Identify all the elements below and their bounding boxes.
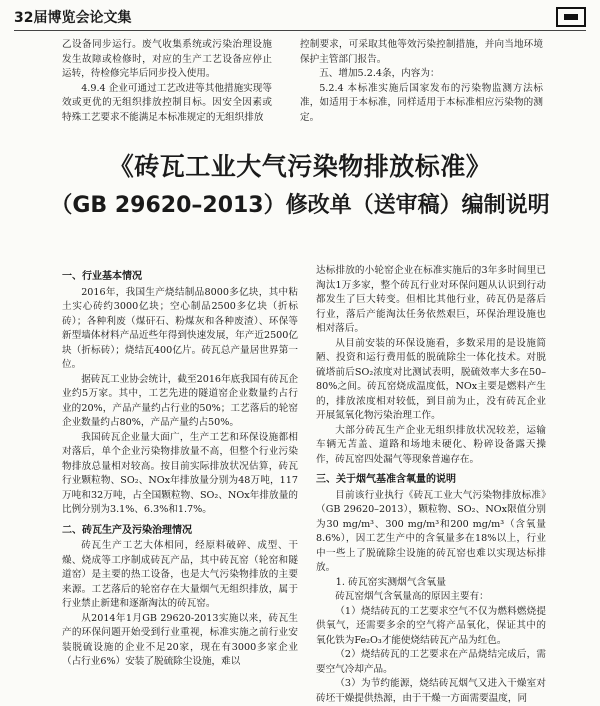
paragraph: 乙设备同步运行。废气收集系统或污染治理设施发生故障或检修时，对应的生产工艺设备应停止运转，待检修完毕后同步投入使用。	[62, 39, 272, 79]
paragraph: 从2014年1月GB 29620-2013实施以来，砖瓦生产的环保问题开始受到行业重视，标准实施之前行业安装脱硫设施的企业不足20家，现在有3000多家企业（占行业6%）安装了脱硫除尘设施，难以	[62, 612, 298, 667]
paragraph: （2）烧结砖瓦的工艺要求在产品烧结完成后，需要空气冷却产品。	[316, 649, 546, 675]
paragraph: 达标排放的小轮窑企业在标准实施后的3年多时间里已淘汰1万多家，整个砖瓦行业对环保问题从认识到行动都发生了巨大转变。但相比其他行业，砖瓦仍是落后行业，落后产能淘汰任务依然艰巨，环保治理设施也相对落后。	[316, 265, 546, 334]
title-line-1: 《砖瓦工业大气污染物排放标准》	[108, 152, 492, 181]
left-body-column	[62, 264, 298, 670]
paragraph: 砖瓦生产工艺大体相同，经原料破碎、成型、干燥、烧成等工序制成砖瓦产品，其中砖瓦窑（轮窑和隧道窑）是主要的热工设备，也是大气污染物排放的主要来源。工艺落后的轮窑存在大量烟气无组织排放，属于行业禁止新建和逐渐淘汰的砖瓦窑。	[62, 540, 298, 609]
top-left-column	[62, 38, 272, 125]
title-suffix: 修改单（送审稿）编制说明	[285, 192, 550, 218]
top-right-column	[300, 38, 543, 125]
paragraph: 5.2.4 本标准实施后国家发布的污染物监测方法标准，如适用于本标准，同样适用于本标准相应污染物的测定。	[300, 82, 543, 123]
paragraph: 4.9.4 企业可通过工艺改进等其他措施实现等效或更优的无组织排放控制目标。因安全因素或特殊工艺要求不能满足本标准规定的无组织排放	[62, 82, 272, 123]
section-heading: 二、砖瓦生产及污染治理情况	[62, 524, 192, 536]
paragraph: （1）烧结砖瓦的工艺要求空气不仅为燃料燃烧提供氧气，还需要多余的空气将产品氧化，保证其中的氧化铁为Fe₂O₃才能使烧结砖瓦产品为红色。	[316, 605, 546, 646]
article-title	[14, 150, 586, 223]
standard-code: （GB 29620–2013）	[50, 193, 286, 218]
paragraph: 大部分砖瓦生产企业无组织排放状况较差，运输车辆无苫盖、道路和场地未硬化、粉碎设备露天操作，砖瓦窑四处漏气等现象普遍存在。	[316, 424, 546, 465]
paragraph: 目前该行业执行《砖瓦工业大气污染物排放标准》（GB 29620–2013），颗粒物、SO₂、NOx限值分别为30 mg/m³、300 mg/m³和200 mg/m³（含氧量8.6%），因工艺生产中的含氧量多在18%以上，行业中一些上了脱硫除尘设施的砖瓦窑也难以实现达标排放。	[316, 489, 546, 573]
page-header	[14, 4, 586, 31]
paragraph: 控制要求，可采取其他等效污染控制措施，并向当地环境保护主管部门报告。	[300, 39, 543, 65]
paragraph: 从目前安装的环保设施看，多数采用的是设施简陋、投资和运行费用低的脱硫除尘一体化技术。对脱硫塔前后SO₂浓度对比测试表明，脱硫效率大多在50–80%之间。砖瓦窑烧成温度低，NOx主要是燃料产生的，排放浓度相对较低，到目前为止，没有砖瓦企业开展氮氧化物污染治理工作。	[316, 337, 546, 421]
right-body-column	[316, 264, 546, 706]
paragraph: （3）为节约能源，烧结砖瓦烟气又进入干燥室对砖坯干燥提供热源，由于干燥一方面需要温度，同	[316, 678, 546, 704]
section-heading: 一、行业基本情况	[62, 271, 142, 282]
paragraph: 五、增加5.2.4条，内容为：	[319, 68, 440, 79]
header-title: 32届博览会论文集	[14, 10, 132, 26]
paragraph: 据砖瓦工业协会统计，截至2016年底我国有砖瓦企业约5万家。其中，工艺先进的隧道窑企业数量约占行业的20%，产品产量约占行业的50%；工艺落后的轮窑企业数量约占80%，产品产量约占50%。	[62, 373, 298, 428]
paragraph: 我国砖瓦企业量大面广，生产工艺和环保设施都相对落后，单个企业污染物排放量不高，但整个行业污染物排放总量相对较高。按目前实际排放状况估算，砖瓦行业颗粒物、SO₂、NOx年排放量分别为48万吨，117万吨和32万吨，占全国颗粒物、SO₂、NOx年排放量的比例分别为3.1%、6.3%和1.7%。	[62, 431, 298, 515]
section-heading: 三、关于烟气基准含氧量的说明	[316, 474, 456, 485]
paragraph: 2016年，我国生产烧结制品8000多亿块，其中粘土实心砖约3000亿块；空心制品2500多亿块（折标砖）；各种利废（煤矸石、粉煤灰和各种废渣）、环保等新型墙体材料产品近些年得到快速发展，年产近2500亿块（折标砖）；烧结瓦400亿片。砖瓦总产量居世界第一位。	[62, 286, 298, 370]
title-line-2	[14, 188, 586, 223]
paragraph: 砖瓦窑烟气含氧量高的原因主要有：	[335, 591, 489, 602]
page-marker-icon	[556, 7, 586, 27]
subsection-heading: 1. 砖瓦窑实测烟气含氧量	[335, 576, 447, 588]
